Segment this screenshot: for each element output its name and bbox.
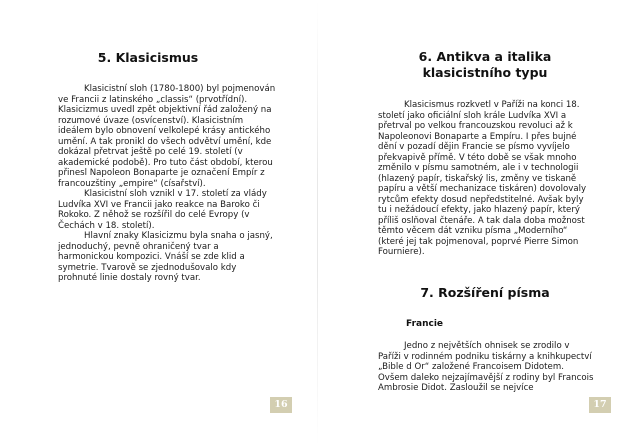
right-page-subheading: Francie — [406, 319, 444, 329]
left-paragraph-1: Klasicistní sloh (1780-1800) byl pojmenován ve Francii z latinského „classis“ (prvotřídní). Klasicizmus uvedl zpět objektivní řád založený na rozumové úvaze (osvícenství). Klasicistním ideálem bylo obnovení velkolepé krásy antického umění. A tak pronikl do všech odvětví umění, kde dokázal přetrvat ještě po celé 19. století (v akademické podobě). Pro tuto část období, kterou přinesl Napoleon Bonaparte je označení Empír z francouzštiny „empire“ (císařství). — [58, 84, 276, 189]
right-page-heading — [375, 49, 595, 81]
left-page-number: 16 — [270, 397, 292, 413]
right-page — [317, 0, 634, 446]
left-page-body — [58, 84, 276, 284]
left-page-heading: 5. Klasicismus — [97, 50, 199, 65]
right-page-body — [378, 100, 594, 258]
right-page-body-2 — [378, 341, 594, 394]
right-paragraph-2: Jedno z největších ohnisek se zrodilo v Paříži v rodinném podniku tiskárny a knihkupectví „Bible d Or“ založené Francoisem Didotem. Ovšem daleko nejzajímavější z rodiny byl Francois Ambrosie Didot. Zasloužil se nejvíce — [378, 341, 594, 393]
right-page-heading-2: 7. Rozšíření písma — [420, 285, 550, 300]
right-heading-line-1: 6. Antikva a italika — [418, 49, 552, 64]
right-paragraph-1: Klasicismus rozkvetl v Paříži na konci 18. století jako oficiální sloh krále Ludvíka XVI a přetrval po velkou francouzskou revoluci až k Napoleonovi Bonaparte a Empíru. I přes bujné dění v pozadí dějin Francie se písmo vyvíjelo překvapivě přímě. V této době se však mnoho změnilo v písmu samotném, ale i v technologii (hlazený papír, tiskařský lis, změny ve tiskaně papíru a větší mechanizace tiskáren) dovolovaly rytcům efekty dosud nepředstitelné. Avšak byly tu i nežádoucí efekty, jako hlazený papír, který příliš oslňoval čtenáře. A tak dala doba možnost těmto věcem dát vzniku písma „Moderního“ (které jej tak pojmenoval, poprvé Pierre Simon Fourniere). — [378, 100, 587, 257]
left-paragraph-3: Hlavní znaky Klasicizmu byla snaha o jasný, jednoduchý, pevně ohraničený tvar a harmonickou kompozici. Vnáší se zde klid a symetrie. Tvarově se zjednodušovalo kdy prohnuté linie dostaly rovný tvar. — [58, 231, 273, 283]
left-paragraph-2: Klasicistní sloh vznikl v 17. století za vlády Ludvíka XVI ve Francii jako reakce na Baroko či Rokoko. Z něhož se rozšířil do celé Evropy (v Čechách v 18. století). — [58, 189, 267, 231]
right-page-number: 17 — [589, 397, 611, 413]
right-heading-line-2: klasicistního typu — [422, 65, 548, 80]
